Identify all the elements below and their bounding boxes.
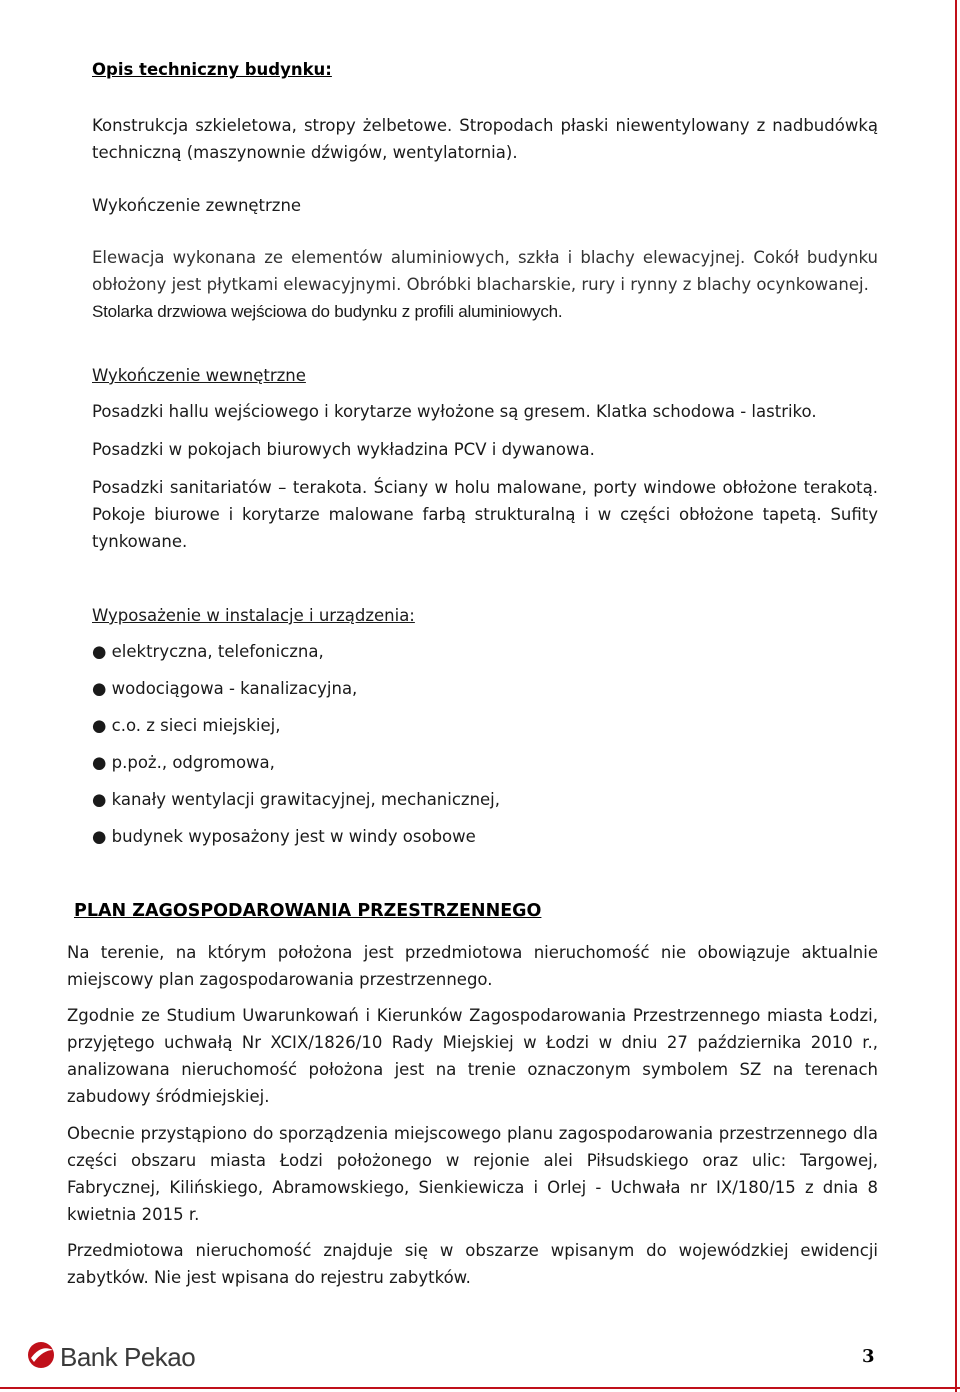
plan-paragraph-3: Obecnie przystąpiono do sporządzenia miejscowego planu zagospodarowania przestrzennego dla części obszaru miasta Łodzi położonego w rejonie alei Piłsudskiego oraz ulic: Targowej, Fabrycznej, Kilińskiego, Abramowskiego, Sienkiewicza i Orlej - Uchwała nr IX/180/15 z dnia 8 kwietnia 2015 r. xyxy=(67,1124,878,1224)
bank-logo-text: Bank Pekao xyxy=(60,1341,196,1372)
page-frame-right xyxy=(955,0,957,1392)
equipment-item: ● wodociągowa - kanalizacyjna, xyxy=(92,679,358,698)
section-title-plan: PLAN ZAGOSPODAROWANIA PRZESTRZENNEGO xyxy=(74,901,542,921)
plan-paragraph-1: Na terenie, na którym położona jest przedmiotowa nieruchomość nie obowiązuje aktualnie miejscowy plan zagospodarowania przestrzennego. xyxy=(67,943,878,989)
equipment-item: ● c.o. z sieci miejskiej, xyxy=(92,716,281,735)
plan-paragraph-4: Przedmiotowa nieruchomość znajduje się w obszarze wpisanym do wojewódzkiej ewidencji zabytków. Nie jest wpisana do rejestru zabytków. xyxy=(67,1241,878,1287)
construction-paragraph: Konstrukcja szkieletowa, stropy żelbetowe. Stropodach płaski niewentylowany z nadbudówką techniczną (maszynownie dźwigów, wentylatornia). xyxy=(92,116,878,162)
equipment-item: ● budynek wyposażony jest w windy osobowe xyxy=(92,827,476,846)
section-title-technical: Opis techniczny budynku: xyxy=(92,60,332,79)
exterior-paragraph: Elewacja wykonana ze elementów aluminiowych, szkła i blachy elewacyjnej. Cokół budynku obłożony jest płytkami elewacyjnymi. Obróbki blacharskie, rury i rynny z blachy ocynkowanej. xyxy=(92,248,878,294)
exterior-joinery: Stolarka drzwiowa wejściowa do budynku z profili aluminiowych. xyxy=(92,302,563,321)
page-frame-bottom xyxy=(0,1387,960,1389)
interior-floors-offices: Posadzki w pokojach biurowych wykładzina PCV i dywanowa. xyxy=(92,440,595,459)
page-number: 3 xyxy=(862,1346,875,1367)
equipment-item: ● p.poż., odgromowa, xyxy=(92,753,275,772)
equipment-item: ● kanały wentylacji grawitacyjnej, mechanicznej, xyxy=(92,790,501,809)
equipment-heading: Wyposażenie w instalacje i urządzenia: xyxy=(92,606,415,625)
pekao-bison-icon xyxy=(26,1340,56,1374)
exterior-block xyxy=(92,244,878,325)
interior-sanitary-paragraph: Posadzki sanitariatów – terakota. Ściany w holu malowane, porty windowe obłożone terakotą. Pokoje biurowe i korytarze malowane farbą strukturalną i w części obłożone tapetą. Sufity tynkowane. xyxy=(92,478,878,551)
plan-paragraph-2: Zgodnie ze Studium Uwarunkowań i Kierunków Zagospodarowania Przestrzennego miasta Łodzi, przyjętego uchwałą Nr XCIX/1826/10 Rady Miejskiej w Łodzi w dniu 27 października 2010 r., analizowana nieruchomość położona jest na trenie oznaczonym symbolem SZ na terenach zabudowy śródmiejskiej. xyxy=(67,1006,878,1106)
interior-heading: Wykończenie wewnętrzne xyxy=(92,366,306,385)
equipment-item: ● elektryczna, telefoniczna, xyxy=(92,642,324,661)
interior-floors-hall: Posadzki hallu wejściowego i korytarze wyłożone są gresem. Klatka schodowa - lastriko. xyxy=(92,402,817,421)
exterior-heading: Wykończenie zewnętrzne xyxy=(92,196,302,215)
bank-logo xyxy=(26,1340,195,1374)
